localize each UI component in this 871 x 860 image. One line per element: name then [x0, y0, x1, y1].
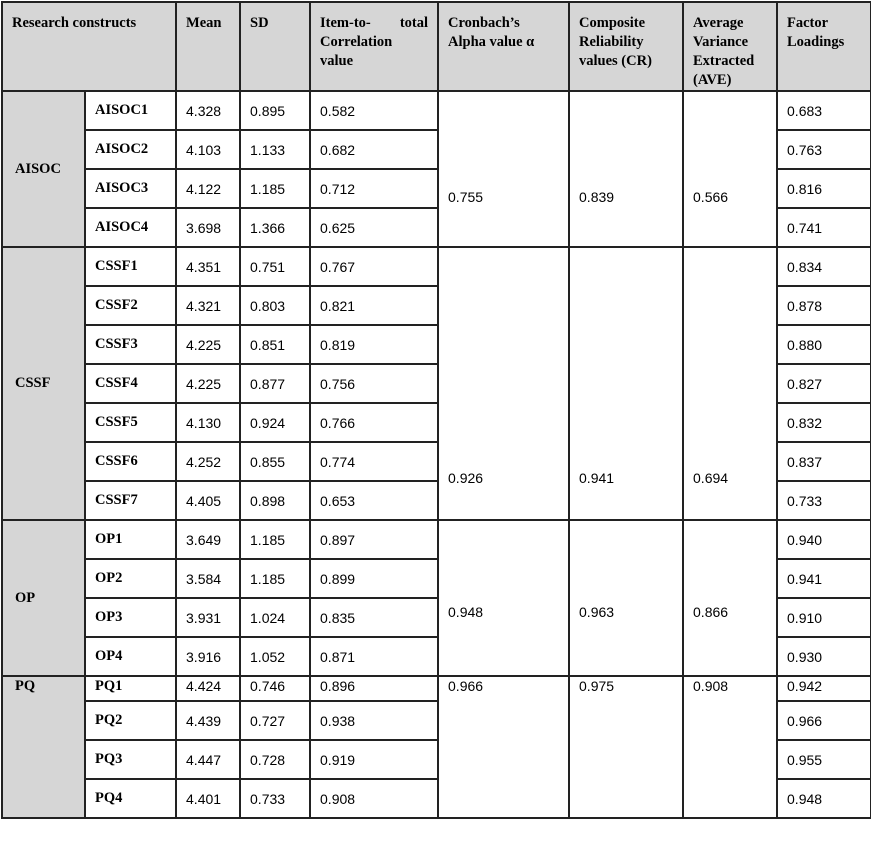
- table-row: [2, 91, 871, 130]
- sd-value: 1.366: [240, 208, 310, 247]
- alpha-text: 0.755: [448, 189, 484, 205]
- ave-value-pq: 0.908: [683, 676, 777, 818]
- sd-value: 0.728: [240, 740, 310, 779]
- sd-value: 1.052: [240, 637, 310, 676]
- item-total-value: 0.908: [310, 779, 438, 818]
- alpha-value-aisoc: [438, 91, 569, 247]
- loading-value: 0.942: [777, 676, 871, 701]
- item-total-value: 0.821: [310, 286, 438, 325]
- table-row: [2, 520, 871, 559]
- sd-value: 0.851: [240, 325, 310, 364]
- mean-value: 4.252: [176, 442, 240, 481]
- header-sd: SD: [240, 2, 310, 91]
- cr-value-aisoc: [569, 91, 683, 247]
- item-total-value: 0.919: [310, 740, 438, 779]
- cr-text: 0.839: [579, 189, 615, 205]
- group-label-pq: PQ: [2, 676, 85, 818]
- item-code: PQ4: [85, 779, 176, 818]
- sd-value: 1.185: [240, 520, 310, 559]
- header-mean: Mean: [176, 2, 240, 91]
- loading-value: 0.948: [777, 779, 871, 818]
- item-total-value: 0.653: [310, 481, 438, 520]
- item-code: CSSF4: [85, 364, 176, 403]
- alpha-text: 0.926: [448, 469, 484, 486]
- item-total-value: 0.871: [310, 637, 438, 676]
- item-total-value: 0.938: [310, 701, 438, 740]
- mean-value: 4.130: [176, 403, 240, 442]
- item-code: CSSF1: [85, 247, 176, 286]
- header-row: [2, 2, 871, 91]
- mean-value: 3.916: [176, 637, 240, 676]
- ave-value-aisoc: [683, 91, 777, 247]
- mean-value: 4.328: [176, 91, 240, 130]
- mean-value: 4.321: [176, 286, 240, 325]
- mean-value: 3.931: [176, 598, 240, 637]
- sd-value: 0.855: [240, 442, 310, 481]
- loading-value: 0.827: [777, 364, 871, 403]
- loading-value: 0.940: [777, 520, 871, 559]
- item-total-value: 0.835: [310, 598, 438, 637]
- mean-value: 4.122: [176, 169, 240, 208]
- loading-value: 0.741: [777, 208, 871, 247]
- ave-text: 0.566: [693, 189, 729, 205]
- item-code: OP2: [85, 559, 176, 598]
- mean-value: 4.439: [176, 701, 240, 740]
- sd-value: 0.877: [240, 364, 310, 403]
- item-code: CSSF2: [85, 286, 176, 325]
- item-total-value: 0.819: [310, 325, 438, 364]
- sd-value: 0.898: [240, 481, 310, 520]
- loading-value: 0.910: [777, 598, 871, 637]
- header-ave: Average Variance Extracted (AVE): [683, 2, 777, 91]
- item-code: AISOC3: [85, 169, 176, 208]
- loading-value: 0.878: [777, 286, 871, 325]
- sd-value: 0.895: [240, 91, 310, 130]
- item-code: OP3: [85, 598, 176, 637]
- loading-value: 0.941: [777, 559, 871, 598]
- mean-value: 4.225: [176, 325, 240, 364]
- mean-value: 4.401: [176, 779, 240, 818]
- cr-value-cssf: [569, 247, 683, 520]
- loading-value: 0.966: [777, 701, 871, 740]
- ave-value-cssf: [683, 247, 777, 520]
- loading-value: 0.880: [777, 325, 871, 364]
- mean-value: 4.103: [176, 130, 240, 169]
- sd-value: 1.185: [240, 559, 310, 598]
- header-composite-reliability: Composite Reliability values (CR): [569, 2, 683, 91]
- alpha-value-op: [438, 520, 569, 676]
- sd-value: 0.727: [240, 701, 310, 740]
- cr-text: 0.941: [579, 469, 615, 486]
- sd-value: 1.133: [240, 130, 310, 169]
- item-code: PQ3: [85, 740, 176, 779]
- loading-value: 0.763: [777, 130, 871, 169]
- alpha-value-cssf: [438, 247, 569, 520]
- loading-value: 0.834: [777, 247, 871, 286]
- group-label-cssf: CSSF: [2, 247, 85, 520]
- cr-text: 0.963: [579, 604, 615, 620]
- item-total-value: 0.899: [310, 559, 438, 598]
- loading-value: 0.683: [777, 91, 871, 130]
- item-code: AISOC4: [85, 208, 176, 247]
- item-total-value: 0.712: [310, 169, 438, 208]
- item-code: AISOC2: [85, 130, 176, 169]
- loading-value: 0.837: [777, 442, 871, 481]
- sd-value: 0.751: [240, 247, 310, 286]
- header-cronbach-alpha: Cronbach’s Alpha value α: [438, 2, 569, 91]
- sd-value: 1.024: [240, 598, 310, 637]
- item-total-value: 0.767: [310, 247, 438, 286]
- ave-text: 0.866: [693, 604, 729, 620]
- item-code: CSSF7: [85, 481, 176, 520]
- item-total-value: 0.896: [310, 676, 438, 701]
- item-total-value: 0.625: [310, 208, 438, 247]
- sd-value: 0.803: [240, 286, 310, 325]
- item-code: PQ1: [85, 676, 176, 701]
- header-research-constructs: Research constructs: [2, 2, 176, 91]
- loading-value: 0.955: [777, 740, 871, 779]
- item-code: CSSF6: [85, 442, 176, 481]
- alpha-text: 0.948: [448, 604, 484, 620]
- item-total-value: 0.682: [310, 130, 438, 169]
- item-total-value: 0.774: [310, 442, 438, 481]
- header-factor-loadings: Factor Loadings: [777, 2, 871, 91]
- mean-value: 3.698: [176, 208, 240, 247]
- item-total-value: 0.766: [310, 403, 438, 442]
- sd-value: 0.746: [240, 676, 310, 701]
- mean-value: 4.225: [176, 364, 240, 403]
- alpha-value-pq: 0.966: [438, 676, 569, 818]
- mean-value: 3.649: [176, 520, 240, 559]
- item-code: OP1: [85, 520, 176, 559]
- header-item-total-correlation: Item-to- total Correlation value: [310, 2, 438, 91]
- item-total-value: 0.582: [310, 91, 438, 130]
- table-row: [2, 676, 871, 701]
- loading-value: 0.816: [777, 169, 871, 208]
- loading-value: 0.733: [777, 481, 871, 520]
- item-code: AISOC1: [85, 91, 176, 130]
- mean-value: 4.424: [176, 676, 240, 701]
- ave-value-op: [683, 520, 777, 676]
- mean-value: 4.405: [176, 481, 240, 520]
- sd-value: 0.733: [240, 779, 310, 818]
- item-code: OP4: [85, 637, 176, 676]
- item-total-value: 0.756: [310, 364, 438, 403]
- group-label-op: OP: [2, 520, 85, 676]
- table-row: [2, 247, 871, 286]
- mean-value: 4.447: [176, 740, 240, 779]
- item-code: CSSF5: [85, 403, 176, 442]
- loading-value: 0.930: [777, 637, 871, 676]
- reliability-table: [1, 1, 871, 819]
- sd-value: 1.185: [240, 169, 310, 208]
- cr-value-op: [569, 520, 683, 676]
- cr-value-pq: 0.975: [569, 676, 683, 818]
- item-total-value: 0.897: [310, 520, 438, 559]
- ave-text: 0.694: [693, 469, 729, 486]
- group-label-aisoc: AISOC: [2, 91, 85, 247]
- sd-value: 0.924: [240, 403, 310, 442]
- item-code: CSSF3: [85, 325, 176, 364]
- item-code: PQ2: [85, 701, 176, 740]
- mean-value: 3.584: [176, 559, 240, 598]
- loading-value: 0.832: [777, 403, 871, 442]
- mean-value: 4.351: [176, 247, 240, 286]
